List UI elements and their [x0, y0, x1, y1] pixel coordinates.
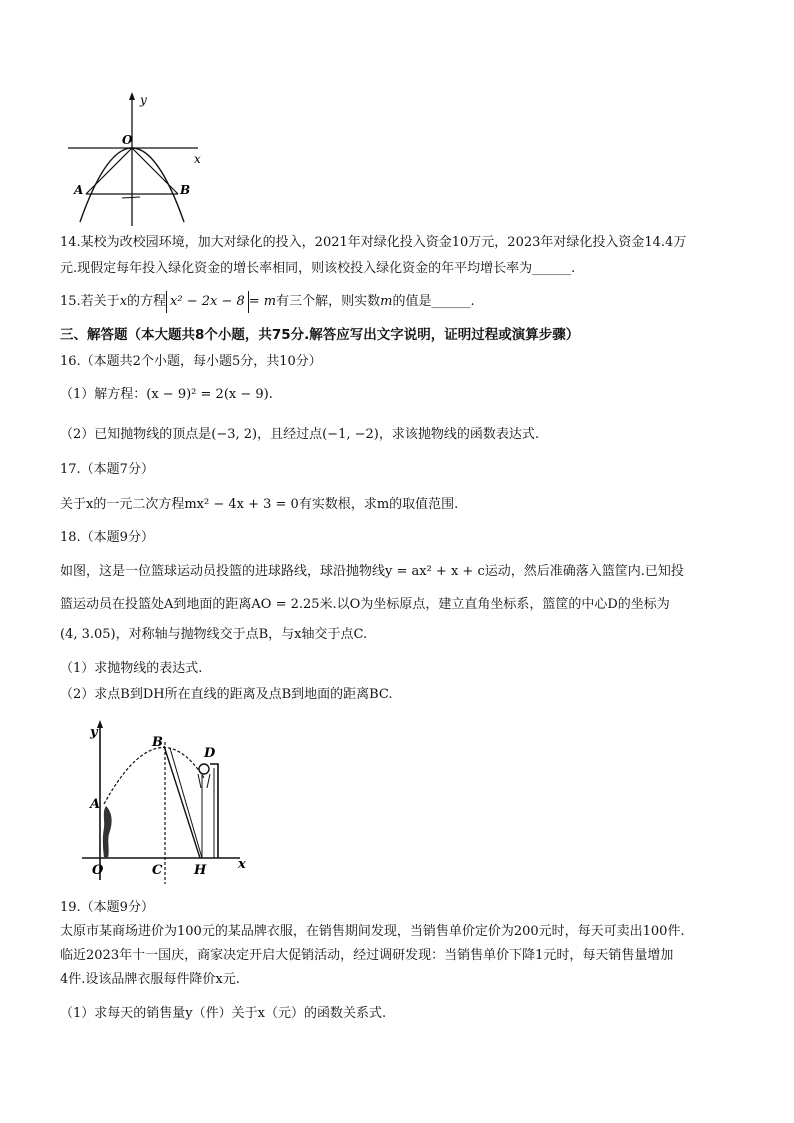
q15-suffix1: 有三个解，则实数 [276, 294, 381, 309]
fig1-y-label: y [140, 93, 147, 107]
question-18-line2: 篮运动员在投篮处A到地面的距离AO = 2.25米.以O为坐标原点，建立直角坐标系，篮筐的中心D的坐标为 [60, 597, 670, 612]
fig1-segment-oa [86, 148, 132, 194]
question-14-line2: 元.现假定每年投入绿化资金的增长率相同，则该校投入绿化资金的年平均增长率为______. [60, 261, 576, 276]
q15-prefix: 15.若关于 [60, 294, 120, 309]
question-19-header: 19.（本题9分） [60, 900, 154, 915]
question-18-part1: （1）求抛物线的表达式. [60, 661, 203, 676]
fig2-d-label: D [204, 746, 216, 761]
fig2-c-label: C [152, 863, 163, 878]
question-18-header: 18.（本题9分） [60, 530, 154, 545]
fig1-a-label: A [74, 183, 84, 197]
fig2-o-label: O [92, 863, 104, 878]
fig2-line-bh1 [164, 746, 200, 858]
q15-eq: = m [248, 294, 277, 309]
question-16-header: 16.（本题共2个小题，每小题5分，共10分） [60, 354, 322, 369]
fig2-trajectory [104, 748, 204, 804]
q15-suffix2: 的值是______. [392, 294, 475, 309]
q15-var-m: m [380, 294, 393, 309]
section-3-title: 三、解答题（本大题共8个小题，共75分.解答应写出文字说明，证明过程或演算步骤） [60, 327, 580, 343]
fig1-segment-ob [132, 148, 178, 194]
fig2-net-left [198, 774, 201, 788]
fig2-h-label: H [194, 863, 207, 878]
question-18-part2: （2）求点B到DH所在直线的距离及点B到地面的距离BC. [60, 687, 393, 702]
fig2-net-right [207, 774, 210, 788]
fig2-a-label: A [90, 797, 101, 812]
fig2-player-icon [103, 806, 112, 858]
fig2-y-label: y [90, 725, 98, 740]
question-19-line1: 太原市某商场进价为100元的某品牌衣服，在销售期间发现，当销售单价定价为200元时，每天可卖出100件. [60, 924, 685, 939]
fig2-y-arrow [97, 720, 103, 728]
fig2-b-label: B [152, 735, 163, 750]
question-19-line3: 4件.设该品牌衣服每件降价x元. [60, 972, 240, 987]
question-14-line1: 14.某校为改校园环境，加大对绿化的投入，2021年对绿化投入资金10万元，2023年对绿化投入资金14.4万 [60, 235, 687, 250]
q15-abs-expression: x² − 2x − 8 [166, 291, 249, 313]
fig1-x-label: x [194, 152, 201, 166]
question-18-line3: (4, 3.05)，对称轴与抛物线交于点B，与x轴交于点C. [60, 627, 368, 642]
fig2-line-bh2 [170, 748, 202, 858]
fig1-b-label: B [180, 183, 191, 197]
basketball-figure [78, 716, 258, 886]
fig1-o-label: O [122, 133, 133, 147]
question-16-part1: （1）解方程：(x − 9)² = 2(x − 9). [60, 387, 273, 402]
question-15 [60, 291, 475, 313]
question-19-line2: 临近2023年十一国庆，商家决定开启大促销活动，经过调研发现：当销售单价下降1元时，每天销售量增加 [60, 948, 674, 963]
q15-var-x: x [119, 294, 128, 309]
question-16-part2: （2）已知抛物线的顶点是(−3, 2)，且经过点(−1, −2)，求该抛物线的函数表达式. [60, 427, 539, 442]
question-17-header: 17.（本题7分） [60, 462, 154, 477]
fig2-hoop-icon [199, 764, 209, 774]
fig1-y-arrow [129, 92, 135, 100]
question-17-body: 关于x的一元二次方程mx² − 4x + 3 = 0有实数根，求m的取值范围. [60, 497, 459, 512]
fig1-mark [122, 197, 140, 198]
fig2-x-label: x [238, 857, 246, 872]
question-19-part1: （1）求每天的销售量y（件）关于x（元）的函数关系式. [60, 1006, 387, 1021]
parabola-figure-1 [60, 88, 220, 228]
q15-mid: 的方程 [127, 294, 167, 309]
question-18-line1: 如图，这是一位篮球运动员投篮的进球路线，球沿抛物线y = ax² + x + c运动，然后准确落入篮筐内.已知投 [60, 564, 684, 579]
